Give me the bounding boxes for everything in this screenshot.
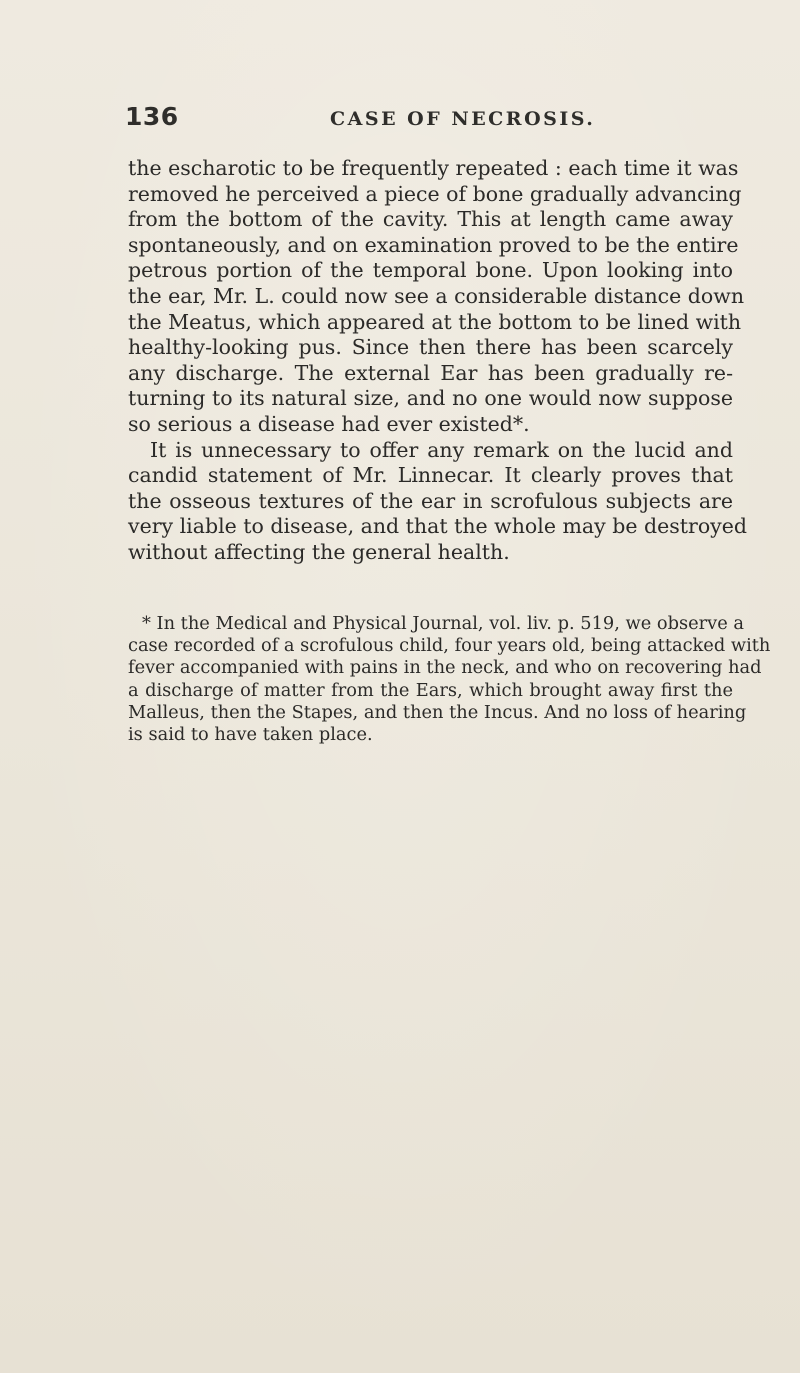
footnote: [128, 613, 771, 746]
footnote-line: is said to have taken place.: [128, 724, 373, 746]
text-line: petrous portion of the temporal bone. Upon looking into: [128, 258, 733, 283]
text-line: healthy-looking pus. Since then there has been scarcely: [128, 335, 733, 360]
footnote-line: a discharge of matter from the Ears, which brought away first the: [128, 679, 733, 701]
text-line: the osseous textures of the ear in scrofulous subjects are: [128, 488, 733, 513]
text-line: the escharotic to be frequently repeated : each time it was: [128, 156, 739, 180]
text-line: turning to its natural size, and no one would now suppose: [128, 386, 733, 411]
text-line: candid statement of Mr. Linnecar. It clearly proves that: [128, 463, 733, 488]
text-line: spontaneously, and on examination proved to be the entire: [128, 232, 739, 257]
running-head: CASE OF NECROSIS.: [330, 108, 596, 130]
text-line: from the bottom of the cavity. This at length came away: [128, 207, 733, 232]
footnote-line: Malleus, then the Stapes, and then the Incus. And no loss of hearing: [128, 701, 747, 723]
page-header: [125, 102, 735, 142]
footnote-line: fever accompanied with pains in the neck, and who on recovering had: [128, 657, 762, 679]
footnote-line: * In the Medical and Physical Journal, vol. liv. p. 519, we observe a: [142, 613, 744, 634]
text-line: any discharge. The external Ear has been gradually re-: [128, 360, 733, 385]
text-line: It is unnecessary to offer any remark on the lucid and: [150, 437, 733, 462]
text-line: removed he perceived a piece of bone gradually advancing: [128, 181, 742, 206]
text-line: the ear, Mr. L. could now see a considerable distance down: [128, 283, 745, 308]
text-line: so serious a disease had ever existed*.: [128, 411, 530, 436]
page-number: 136: [125, 102, 179, 131]
text-line: without affecting the general health.: [128, 539, 510, 564]
text-line: the Meatus, which appeared at the bottom to be lined with: [128, 309, 742, 334]
main-text: [128, 156, 747, 566]
footnote-line: case recorded of a scrofulous child, four years old, being attacked with: [128, 635, 771, 657]
text-line: very liable to disease, and that the whole may be destroyed: [128, 514, 747, 539]
